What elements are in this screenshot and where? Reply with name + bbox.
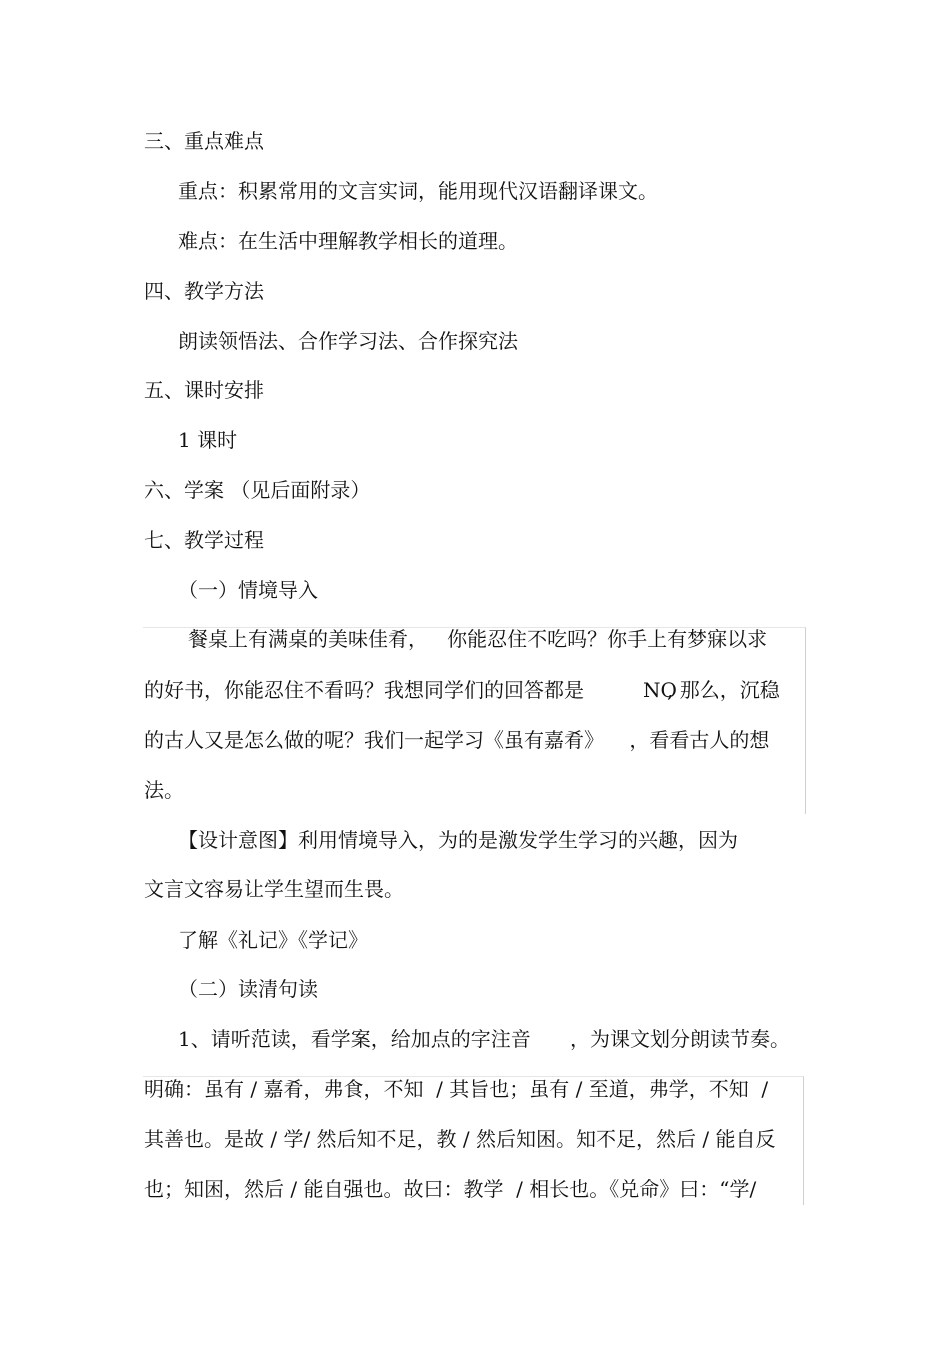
section-5-heading: 五、课时安排 bbox=[144, 378, 264, 402]
intro-paragraph-line-1: 餐桌上有满桌的美味佳肴， 你能忍住不吃吗？你手上有梦寐以求 bbox=[188, 627, 768, 651]
section-6-heading: 六、学案 （见后面附录） bbox=[144, 478, 371, 502]
clarify-line-3: 也；知困，然后 / 能自强也。故曰：教学 / 相长也。《兑命》曰：“学/ bbox=[144, 1177, 757, 1201]
section-7-heading: 七、教学过程 bbox=[144, 528, 264, 552]
clarify-line-1: 明确：虽有 / 嘉肴，弗食，不知 / 其旨也；虽有 / 至道，弗学，不知 / bbox=[144, 1077, 769, 1101]
clarify-line-2: 其善也。是故 / 学/ 然后知不足，教 / 然后知困。知不足，然后 / 能自反 bbox=[144, 1127, 776, 1151]
hours-text: 1 课时 bbox=[178, 428, 238, 452]
design-intent-line-2: 文言文容易让学生望而生畏。 bbox=[144, 877, 404, 901]
understand-text: 了解《礼记》《学记》 bbox=[178, 928, 368, 952]
methods-text: 朗读领悟法、合作学习法、合作探究法 bbox=[178, 329, 518, 353]
intro-paragraph-line-4: 法。 bbox=[144, 778, 184, 802]
intro-paragraph-no: NO bbox=[643, 678, 677, 702]
step-2-heading: （二）读清句读 bbox=[178, 977, 318, 1001]
section-4-heading: 四、教学方法 bbox=[144, 279, 264, 303]
focus-text: 重点：积累常用的文言实词，能用现代汉语翻译课文。 bbox=[178, 179, 658, 203]
section-3-heading: 三、重点难点 bbox=[144, 129, 264, 153]
intro-paragraph-line-3: 的古人又是怎么做的呢？我们一起学习《虽有嘉肴》 ，看看古人的想 bbox=[144, 728, 770, 752]
item-1-text-b: ，为课文划分朗读节奏。 bbox=[570, 1027, 790, 1051]
design-intent-line-1: 【设计意图】利用情境导入，为的是激发学生学习的兴趣，因为 bbox=[178, 828, 738, 852]
intro-paragraph-line-2c: , 那么，沉稳 bbox=[667, 678, 780, 702]
step-1-heading: （一）情境导入 bbox=[178, 578, 318, 602]
intro-paragraph-line-2a: 的好书，你能忍住不看吗？我想同学们的回答都是 bbox=[144, 678, 584, 702]
item-1-text-a: 1、请听范读，看学案，给加点的字注音 bbox=[178, 1027, 531, 1051]
difficulty-text: 难点：在生活中理解教学相长的道理。 bbox=[178, 229, 518, 253]
intro-paragraph-frame bbox=[143, 627, 806, 814]
